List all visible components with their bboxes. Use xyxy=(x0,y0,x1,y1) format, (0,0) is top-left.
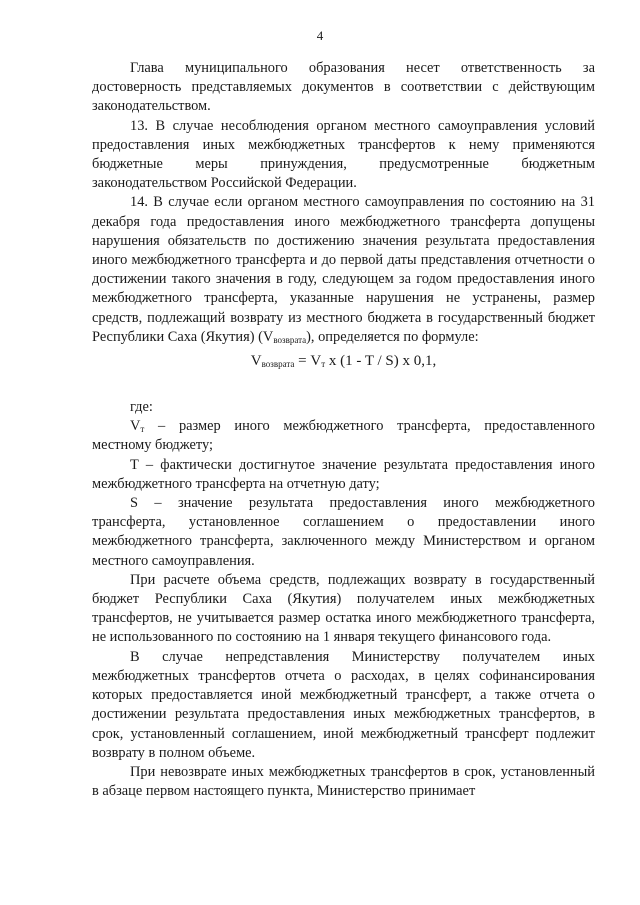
definition-t: Т – фактически достигнутое значение результата предоставления иного межбюджетного трансферта на отчетную дату; xyxy=(92,456,595,492)
definition-s: S – значение результата предоставления иного межбюджетного трансферта, установленное соглашением о предоставлении иного межбюджетного трансферта, заключенного между Министерством и органом местного самоуправления. xyxy=(92,495,595,569)
formula-t-subscript: т xyxy=(321,359,326,370)
spacer xyxy=(92,375,595,398)
formula-equals-v: = V xyxy=(294,353,322,370)
page-number: 4 xyxy=(316,28,324,43)
paragraph-responsibility: Глава муниципального образования несет ответственность за достоверность представляемых документов в соответствии с действующим законодательством. xyxy=(92,60,595,115)
paragraph-14-main: 14. В случае если органом местного самоуправления по состоянию на 31 декабря года предоставления иного межбюджетного трансферта допущены нарушения обязательств по достижению значения результата предоставления иного межбюджетного трансферта и до первой даты представления отчетности о достижении такого значения в году, следующем за годом предоставления иного межбюджетного трансферта, указанные нарушения не устранены, размер средств, подлежащий возврату из местного бюджета в государственный бюджет Республики Саха (Якутия) (V xyxy=(92,194,595,345)
paragraph-14-subscript: возврата xyxy=(273,334,307,345)
definition-vt-subscript: т xyxy=(140,424,145,435)
definition-vt-text: – размер иного межбюджетного трансферта, предоставленного местному бюджету; xyxy=(92,418,595,454)
definition-vt xyxy=(92,417,595,455)
where-label: где: xyxy=(130,399,153,416)
paragraph-14-end: ), определяется по формуле: xyxy=(306,328,479,345)
paragraph-nonreturn: При невозврате иных межбюджетных трансфертов в срок, установленный в абзаце первом настоящего пункта, Министерство принимает xyxy=(92,763,595,800)
paragraph-calculation: При расчете объема средств, подлежащих возврату в государственный бюджет Республики Саха (Якутия) получателем иных межбюджетных трансфертов, не учитывается размер остатка иного межбюджетного трансферта, не использованного по состоянию на 1 января текущего финансового года. xyxy=(92,571,595,646)
formula-v-subscript: возврата xyxy=(261,359,295,370)
return-formula xyxy=(92,347,595,375)
formula-v: V xyxy=(250,353,262,370)
definition-vt-symbol: V xyxy=(130,418,141,435)
paragraph-13: 13. В случае несоблюдения органом местного самоуправления условий предоставления иных межбюджетных трансфертов к нему применяются бюджетные меры принуждения, предусмотренные бюджетным законодательством Российской Федерации. xyxy=(92,117,595,192)
paragraph-nonsubmission: В случае непредставления Министерству получателем иных межбюджетных трансфертов отчета о расходах, в целях софинансирования которых предоставляется иной межбюджетный трансферт, а также отчета о достижении результата предоставления иных межбюджетных трансфертов, в срок, установленный соглашением, иной межбюджетный трансферт подлежит возврату в полном объеме. xyxy=(92,648,595,761)
document-body xyxy=(92,59,595,801)
paragraph-14 xyxy=(92,193,595,347)
formula-rest: x (1 - T / S) x 0,1, xyxy=(325,353,437,370)
